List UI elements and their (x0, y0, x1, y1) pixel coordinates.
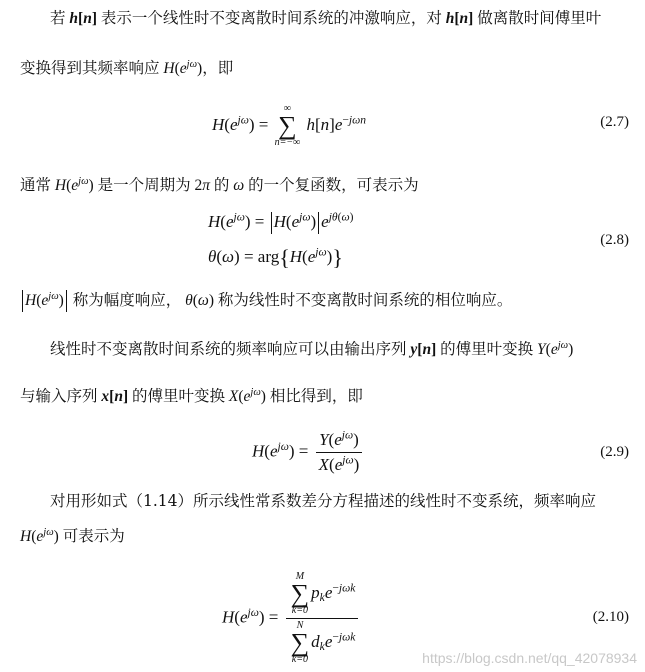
equation-number-2-8: (2.8) (600, 232, 629, 248)
paragraph-2: 通常 $H(e^{j\omega})$ 是一个周期为 2π 的 ω 的一个复函数，可表示为 (20, 176, 419, 194)
equation-number-2-9: (2.9) (600, 444, 629, 460)
paragraph-5-line-2: $H(e^{j\omega})$ 可表示为 (20, 527, 125, 545)
paragraph-5-line-1: 对用形如式（1.14）所示线性常系数差分方程描述的线性时不变系统，频率响应 (50, 492, 597, 510)
watermark: https://blog.csdn.net/qq_42078934 (422, 650, 637, 666)
paragraph-1-line-1: 若 h[n] 表示一个线性时不变离散时间系统的冲激响应，对 h[n] 做离散时间傅里叶 (50, 9, 602, 27)
equation-2-8-line-1: $H(e^{j\omega}) = H(e^{j\omega})$ $e^{j\theta(\omega)}$ (208, 212, 353, 234)
paragraph-4-line-1: 线性时不变离散时间系统的频率响应可以由输出序列 y[n] 的傅里叶变换 $Y(e^{j\omega})$ (50, 340, 574, 358)
equation-number-2-7: (2.7) (600, 114, 629, 130)
equation-2-9: $H(e^{j\omega})$ = $\frac{Y(e^{j\omega})}{X(e^{j\omega})}$ (252, 430, 365, 475)
paragraph-3: $H(e^{j\omega})$ 称为幅度响应， θ(ω) 称为线性时不变离散时间系统的相位响应。 (20, 290, 512, 312)
equation-number-2-10: (2.10) (592, 609, 629, 625)
equation-2-8-line-2: $\theta(\omega) = arg\{H(e^{j\omega})\}$ (208, 245, 343, 271)
equation-2-7: $H(e^{j\omega})$ = ∞ ∑ n=−∞ $h[n]e^{-j\omega n}$ (212, 103, 367, 148)
paragraph-1-line-2: 变换得到其频率响应 $H(e^{j\omega})$，即 (20, 59, 234, 77)
paragraph-4-line-2: 与输入序列 x[n] 的傅里叶变换 $X(e^{j\omega})$ 相比得到，即 (20, 387, 363, 405)
equation-2-10: $H(e^{j\omega})$ = M ∑ k=0 $p_ke^{-j\omega k}$ N ∑ k=0 $d_ke^{-j\omega k}$ (222, 572, 361, 665)
